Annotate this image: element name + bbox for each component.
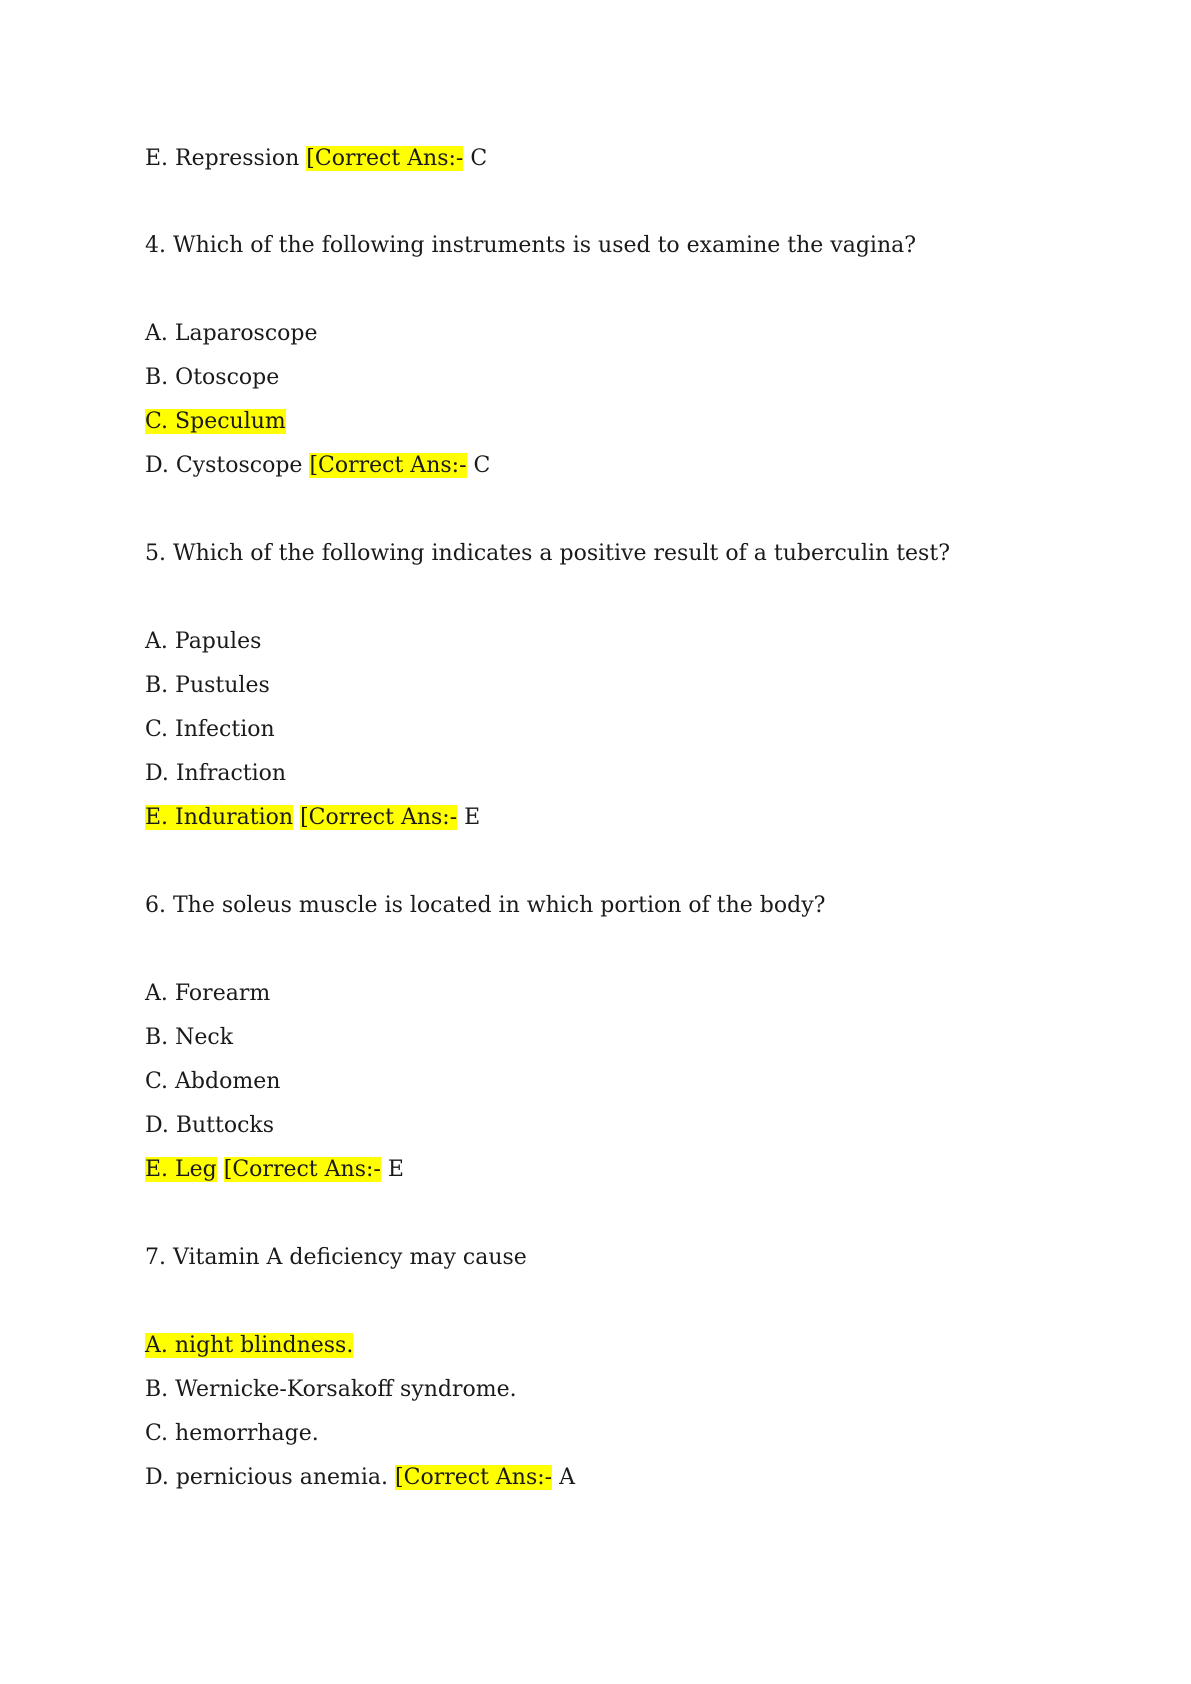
option-text-highlighted: E. Leg bbox=[145, 1157, 217, 1182]
option-text: D. Cystoscope bbox=[145, 453, 303, 478]
q7-option-b: B. Wernicke-Korsakoff syndrome. bbox=[145, 1377, 517, 1402]
q5-option-b: B. Pustules bbox=[145, 673, 270, 698]
option-text-highlighted: C. Speculum bbox=[145, 409, 286, 434]
q7-option-c: C. hemorrhage. bbox=[145, 1421, 319, 1446]
answer-letter: C bbox=[470, 146, 488, 171]
answer-letter: C bbox=[473, 453, 491, 478]
answer-tag: [Correct Ans:- bbox=[309, 453, 467, 478]
q5-option-d: D. Infraction bbox=[145, 761, 287, 786]
answer-letter: A bbox=[559, 1465, 575, 1490]
q4-question: 4. Which of the following instruments is used to examine the vagina? bbox=[145, 233, 917, 258]
q7-option-a bbox=[145, 1333, 353, 1359]
answer-tag: [Correct Ans:- bbox=[306, 146, 464, 171]
q7-question: 7. Vitamin A deficiency may cause bbox=[145, 1245, 527, 1270]
q3-option-e bbox=[145, 146, 487, 172]
q7-option-d bbox=[145, 1465, 575, 1491]
option-text-highlighted: A. night blindness. bbox=[145, 1333, 354, 1358]
q5-option-e bbox=[145, 805, 480, 831]
q6-option-d: D. Buttocks bbox=[145, 1113, 275, 1138]
q5-option-c: C. Infection bbox=[145, 717, 275, 742]
answer-tag: [Correct Ans:- bbox=[223, 1157, 381, 1182]
answer-letter: E bbox=[387, 1157, 404, 1182]
answer-letter: E bbox=[464, 805, 481, 830]
q5-option-a: A. Papules bbox=[145, 629, 262, 654]
answer-tag: [Correct Ans:- bbox=[300, 805, 458, 830]
q6-option-a: A. Forearm bbox=[145, 981, 271, 1006]
q4-option-a: A. Laparoscope bbox=[145, 321, 318, 346]
q6-option-b: B. Neck bbox=[145, 1025, 234, 1050]
option-text: E. Repression bbox=[145, 146, 300, 171]
q4-option-b: B. Otoscope bbox=[145, 365, 280, 390]
q5-question: 5. Which of the following indicates a positive result of a tuberculin test? bbox=[145, 541, 950, 566]
q6-option-c: C. Abdomen bbox=[145, 1069, 281, 1094]
answer-tag: [Correct Ans:- bbox=[395, 1465, 553, 1490]
q4-option-c bbox=[145, 409, 286, 435]
q6-question: 6. The soleus muscle is located in which portion of the body? bbox=[145, 893, 826, 918]
q6-option-e bbox=[145, 1157, 404, 1183]
q4-option-d bbox=[145, 453, 490, 479]
option-text: D. pernicious anemia. bbox=[145, 1465, 389, 1490]
option-text-highlighted: E. Induration bbox=[145, 805, 294, 830]
